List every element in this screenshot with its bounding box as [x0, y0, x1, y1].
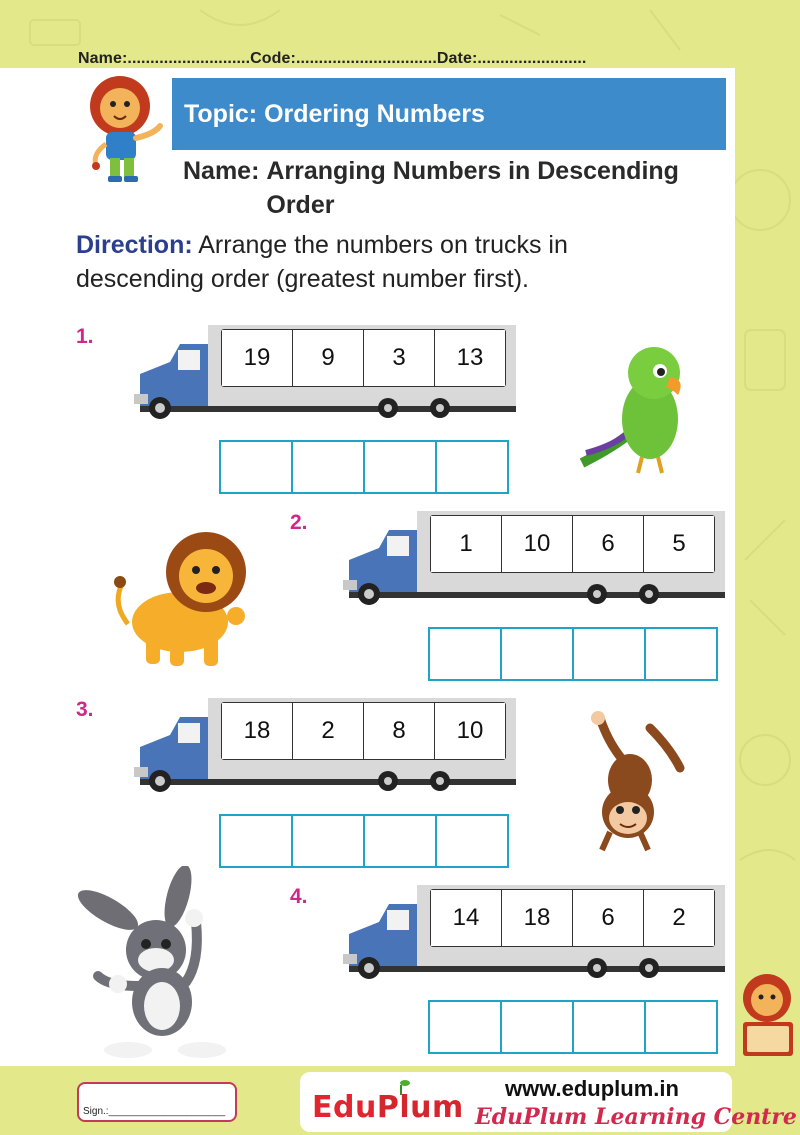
truck-number-row [430, 515, 715, 573]
answer-row [428, 1000, 718, 1054]
answer-box[interactable] [365, 442, 437, 492]
edushera-logo-icon [735, 972, 800, 1064]
centre-name: EduPlum Learning Centre [475, 1104, 797, 1130]
truck-number: 8 [364, 703, 435, 759]
lion-icon [108, 522, 253, 670]
answer-box[interactable] [502, 629, 574, 679]
truck-number: 3 [364, 330, 435, 386]
logo-first: Edu [312, 1090, 377, 1125]
truck-number: 5 [644, 516, 714, 572]
truck-number: 2 [293, 703, 364, 759]
logo-rest: Plum [376, 1090, 464, 1125]
worksheet-title [183, 154, 716, 222]
eduplum-logo [312, 1090, 464, 1125]
question-number: 2. [290, 511, 308, 534]
answer-box[interactable] [646, 1002, 716, 1052]
truck-number-row [221, 702, 506, 760]
answer-box[interactable] [437, 442, 507, 492]
question-number: 4. [290, 885, 308, 908]
answer-row [219, 440, 509, 494]
answer-box[interactable] [293, 442, 365, 492]
direction-text [76, 228, 676, 296]
truck-number: 18 [222, 703, 293, 759]
answer-box[interactable] [293, 816, 365, 866]
topic-bar: Topic: Ordering Numbers [172, 78, 726, 150]
website-link[interactable]: www.eduplum.in [505, 1076, 679, 1101]
worksheet-title-value: Arranging Numbers in Descending Order [266, 157, 679, 219]
rabbit-icon [78, 866, 243, 1062]
answer-row [428, 627, 718, 681]
truck-number: 13 [435, 330, 505, 386]
answer-box[interactable] [221, 816, 293, 866]
parrot-icon [572, 335, 692, 483]
truck-number: 14 [431, 890, 502, 946]
truck-number: 6 [573, 890, 644, 946]
truck-number: 10 [435, 703, 505, 759]
truck-number-row [221, 329, 506, 387]
truck-number: 9 [293, 330, 364, 386]
answer-box[interactable] [574, 629, 646, 679]
sign-box[interactable] [77, 1082, 237, 1122]
answer-box[interactable] [221, 442, 293, 492]
truck-number: 1 [431, 516, 502, 572]
truck-number-row [430, 889, 715, 947]
truck-number: 10 [502, 516, 573, 572]
sign-label: Sign.:_____________________ [83, 1106, 226, 1117]
answer-box[interactable] [437, 816, 507, 866]
truck-number: 19 [222, 330, 293, 386]
question-number: 1. [76, 325, 94, 348]
answer-box[interactable] [430, 1002, 502, 1052]
answer-box[interactable] [502, 1002, 574, 1052]
direction-body: Arrange the numbers on trucks in descending order (greatest number first). [76, 231, 568, 293]
truck-number: 6 [573, 516, 644, 572]
answer-box[interactable] [574, 1002, 646, 1052]
answer-row [219, 814, 509, 868]
answer-box[interactable] [430, 629, 502, 679]
truck-number: 2 [644, 890, 714, 946]
answer-box[interactable] [365, 816, 437, 866]
lion-mascot-icon [78, 74, 168, 189]
monkey-icon [580, 708, 685, 858]
answer-box[interactable] [646, 629, 716, 679]
direction-label: Direction: [76, 231, 193, 259]
question-number: 3. [76, 698, 94, 721]
truck-number: 18 [502, 890, 573, 946]
header-fields: Name:...........................Code:...............................Date:........................ [78, 50, 587, 67]
worksheet-title-label: Name: [183, 157, 260, 185]
